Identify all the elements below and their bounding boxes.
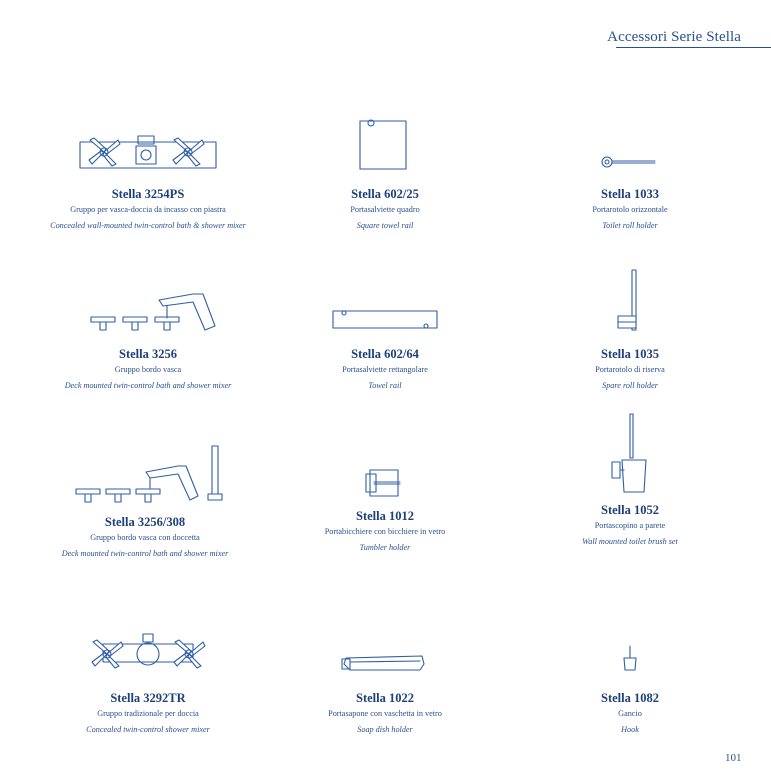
square-towel-rail-icon xyxy=(355,118,415,178)
product-description-en: Concealed wall-mounted twin-control bath & shower mixer xyxy=(50,221,246,230)
product-code: Stella 1082 xyxy=(601,691,659,705)
product-description-en: Spare roll holder xyxy=(602,381,658,390)
hook-icon xyxy=(615,644,645,676)
product-description-it: Portasalviette quadro xyxy=(350,205,420,214)
product-description-it: Portasapone con vaschetta in vetro xyxy=(328,709,442,718)
product-description-en: Concealed twin-control shower mixer xyxy=(86,725,210,734)
wall-mixer-plate-icon xyxy=(78,128,218,178)
deck-bath-mixer-icon xyxy=(73,290,223,336)
product-description-it: Gancio xyxy=(618,709,642,718)
product-card xyxy=(260,650,510,738)
deck-mixer-handshower-icon xyxy=(60,442,230,508)
product-card xyxy=(260,118,510,234)
product-description-en: Square towel rail xyxy=(356,221,414,230)
product-card xyxy=(505,412,755,550)
product-card xyxy=(505,268,755,394)
product-code: Stella 602/25 xyxy=(351,187,419,201)
product-card xyxy=(23,290,273,394)
product-code: Stella 3256 xyxy=(119,347,177,361)
product-code: Stella 3256/308 xyxy=(104,515,186,529)
page-title: Accessori Serie Stella xyxy=(607,29,741,45)
toilet-brush-set-icon xyxy=(600,412,660,502)
soap-dish-holder-icon xyxy=(340,650,430,676)
product-code: Stella 3254PS xyxy=(111,187,185,201)
tumbler-holder-icon xyxy=(360,462,410,502)
product-code: Stella 1022 xyxy=(356,691,414,705)
product-code: Stella 1012 xyxy=(356,509,414,523)
product-description-en: Soap dish holder xyxy=(357,725,413,734)
product-card xyxy=(505,150,755,234)
product-card xyxy=(23,630,273,738)
towel-rail-icon xyxy=(330,306,440,334)
product-card xyxy=(260,462,510,556)
product-description-it: Gruppo per vasca-doccia da incasso con piastra xyxy=(70,205,226,214)
shower-mixer-icon xyxy=(83,630,213,678)
header-divider xyxy=(616,47,771,48)
product-description-en: Deck mounted twin-control bath and shower mixer xyxy=(61,549,229,558)
product-description-it: Gruppo bordo vasca xyxy=(114,365,182,374)
product-card xyxy=(260,306,510,394)
page-number: 101 xyxy=(725,752,742,764)
product-description-en: Tumbler holder xyxy=(359,543,411,552)
product-card xyxy=(23,128,273,234)
product-description-en: Toilet roll holder xyxy=(602,221,658,230)
product-code: Stella 1052 xyxy=(601,503,659,517)
product-description-it: Portascopino a parete xyxy=(594,521,666,530)
product-description-it: Gruppo tradizionale per doccia xyxy=(97,709,199,718)
product-description-it: Gruppo bordo vasca con doccetta xyxy=(90,533,200,542)
product-code: Stella 3292TR xyxy=(110,691,186,705)
product-code: Stella 1033 xyxy=(601,187,659,201)
product-description-en: Towel rail xyxy=(368,381,402,390)
product-description-en: Hook xyxy=(621,725,639,734)
product-description-en: Wall mounted toilet brush set xyxy=(582,537,678,546)
product-description-it: Portarotolo orizzontale xyxy=(592,205,668,214)
product-code: Stella 1035 xyxy=(601,347,659,361)
product-description-en: Deck mounted twin-control bath and shower mixer xyxy=(64,381,232,390)
spare-roll-holder-icon xyxy=(610,268,650,334)
product-card xyxy=(20,442,270,562)
toilet-roll-holder-icon xyxy=(595,150,665,174)
product-description-it: Portasalviette rettangolare xyxy=(342,365,428,374)
product-description-it: Portarotolo di riserva xyxy=(595,365,665,374)
product-card xyxy=(505,644,755,738)
product-code: Stella 602/64 xyxy=(351,347,419,361)
product-description-it: Portabicchiere con bicchiere in vetro xyxy=(324,527,446,536)
